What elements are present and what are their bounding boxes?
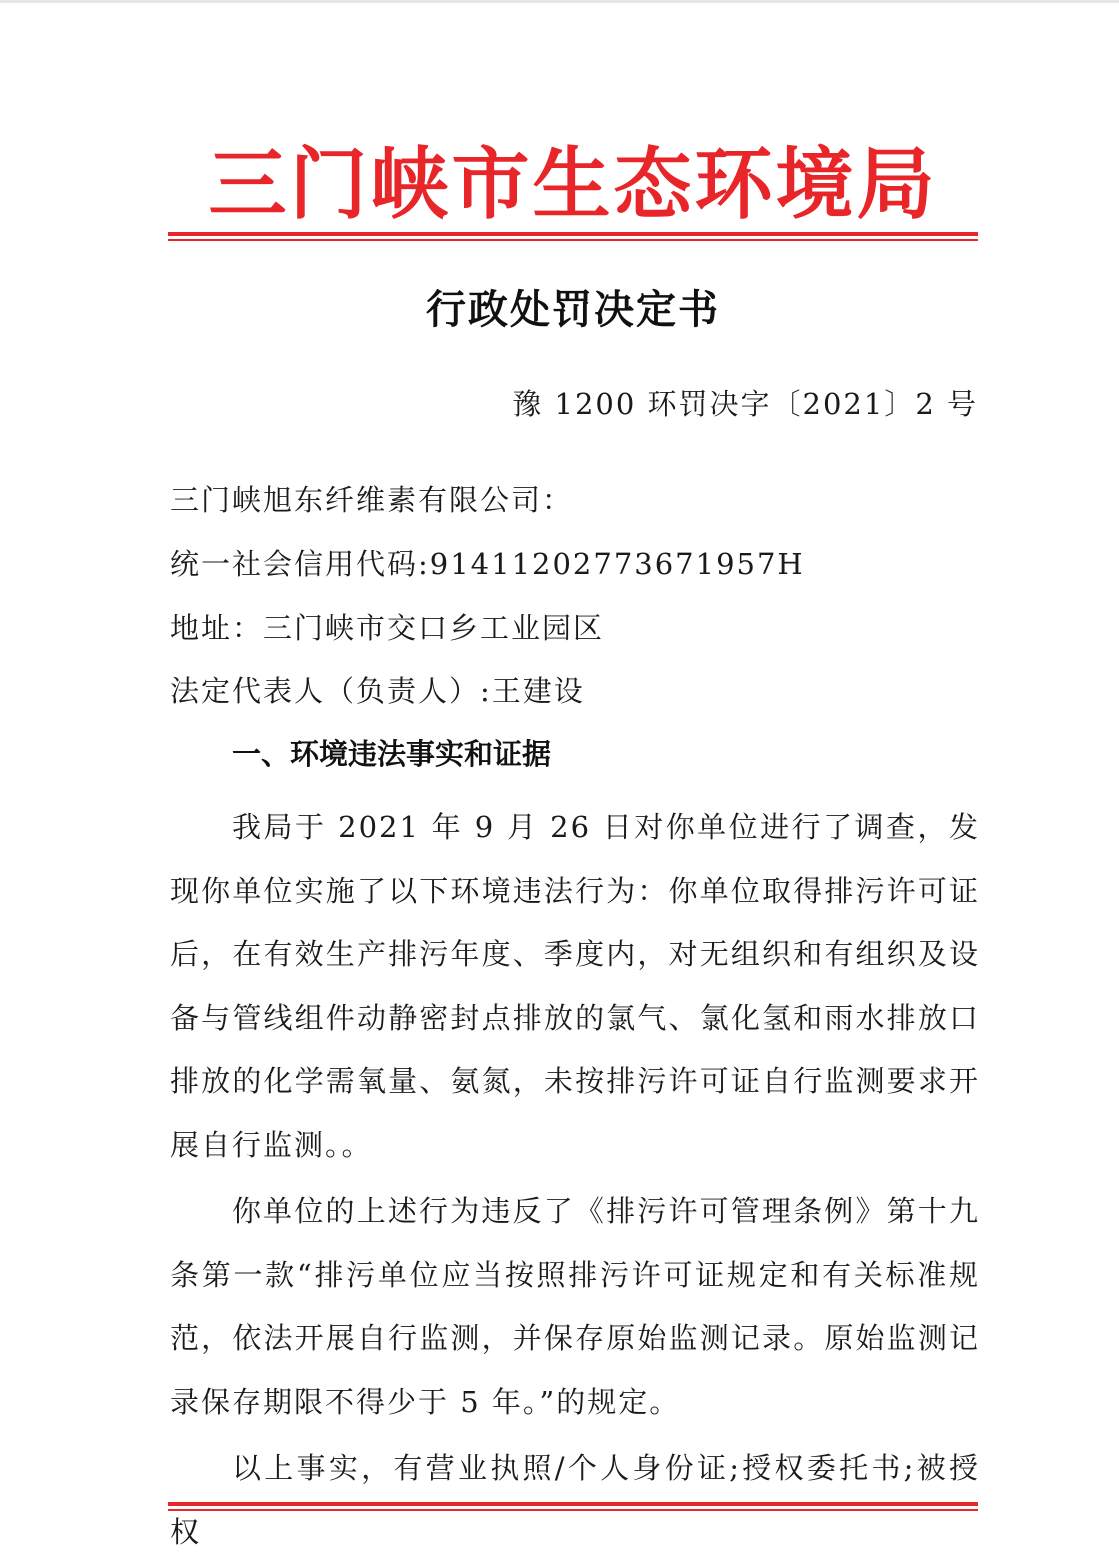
recipient-name: 三门峡旭东纤维素有限公司：: [170, 483, 574, 517]
document-number: 豫 1200 环罚决字〔2021〕2 号: [512, 387, 978, 421]
recipient-address: 地址：三门峡市交口乡工业园区: [170, 611, 605, 645]
recipient-credit-code: 统一社会信用代码:91411202773671957H: [170, 547, 805, 581]
body-paragraph-violation: 你单位的上述行为违反了《排污许可管理条例》第十九条第一款“排污单位应当按照排污许可证规定和有关标准规范，依法开展自行监测，并保存原始监测记录。原始监测记录保存期限不得少于 5 年。”的规定。: [170, 1194, 980, 1419]
body-paragraph-facts: 我局于 2021 年 9 月 26 日对你单位进行了调查，发现你单位实施了以下环境违法行为：你单位取得排污许可证后，在有效生产排污年度、季度内，对无组织和有组织及设备与管线组件动静密封点排放的氯气、氯化氢和雨水排放口排放的化学需氧量、氨氮，未按排污许可证自行监测要求开展自行监测。。: [170, 810, 980, 1162]
document-title: 行政处罚决定书: [426, 286, 720, 333]
header-rule-thin-line: [168, 239, 978, 241]
body-paragraph-evidence: 以上事实，有营业执照/个人身份证;授权委托书;被授权: [170, 1451, 980, 1549]
header-red-rule: [168, 232, 978, 241]
header-rule-thick-line: [168, 232, 978, 236]
footer-rule-thin-line: [168, 1509, 978, 1511]
page-top-edge: [0, 0, 1119, 3]
section-heading: 一、环境违法事实和证据: [232, 737, 552, 771]
recipient-representative: 法定代表人（负责人）:王建设: [170, 674, 585, 708]
issuing-authority-name: 三门峡市生态环境局: [208, 139, 938, 230]
footer-rule-thick-line: [168, 1502, 978, 1506]
section-body: [170, 796, 980, 1564]
footer-red-rule: [168, 1502, 978, 1511]
